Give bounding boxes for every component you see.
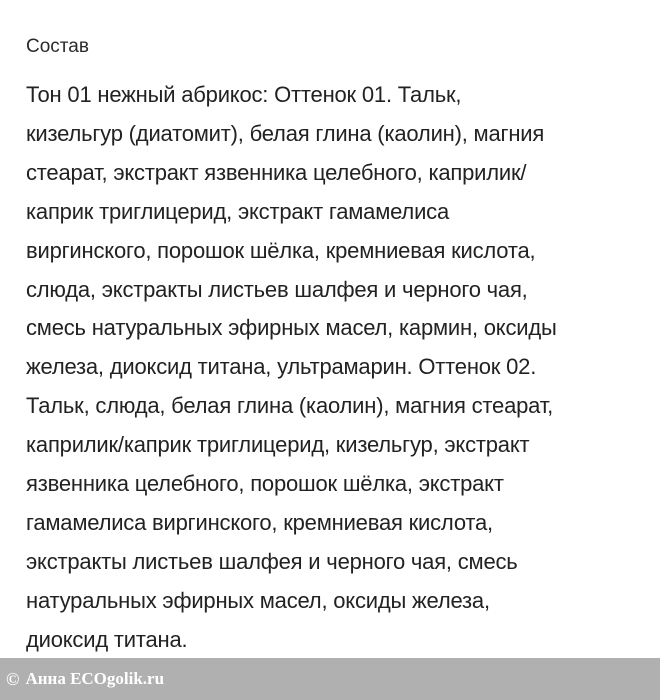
ingredients-line: Тальк, слюда, белая глина (каолин), магния стеарат, bbox=[26, 393, 554, 419]
ingredients-line: экстракты листьев шалфея и черного чая, смесь bbox=[26, 548, 518, 574]
ingredients-line: каприлик/каприк триглицерид, кизельгур, экстракт bbox=[26, 432, 530, 458]
ingredients-line: железа, диоксид титана, ультрамарин. Оттенок 02. bbox=[26, 354, 537, 380]
ingredients-line: слюда, экстракты листьев шалфея и черного чая, bbox=[26, 276, 528, 302]
ingredients-line: язвенника целебного, порошок шёлка, экстракт bbox=[26, 471, 504, 497]
ingredients-line: натуральных эфирных масел, оксиды железа, bbox=[26, 587, 490, 613]
ingredients-line: смесь натуральных эфирных масел, кармин, оксиды bbox=[26, 315, 557, 341]
section-heading: Состав bbox=[26, 36, 89, 57]
watermark-text: Анна ECOgolik.ru bbox=[25, 669, 165, 688]
ingredients-line: каприк триглицерид, экстракт гамамелиса bbox=[26, 198, 449, 224]
ingredients-line: Тон 01 нежный абрикос: Оттенок 01. Тальк, bbox=[26, 82, 462, 107]
ingredients-line: кизельгур (диатомит), белая глина (каолин), магния bbox=[26, 120, 545, 146]
watermark-bar bbox=[0, 658, 660, 700]
ingredients-line: гамамелиса виргинского, кремниевая кислота, bbox=[26, 509, 493, 535]
ingredients-line: стеарат, экстракт язвенника целебного, каприлик/ bbox=[26, 159, 527, 185]
ingredients-text bbox=[26, 76, 638, 660]
ingredients-line: диоксид титана. bbox=[26, 626, 188, 652]
copyright-icon: © bbox=[6, 668, 20, 689]
ingredients-line: виргинского, порошок шёлка, кремниевая кислота, bbox=[26, 237, 536, 263]
